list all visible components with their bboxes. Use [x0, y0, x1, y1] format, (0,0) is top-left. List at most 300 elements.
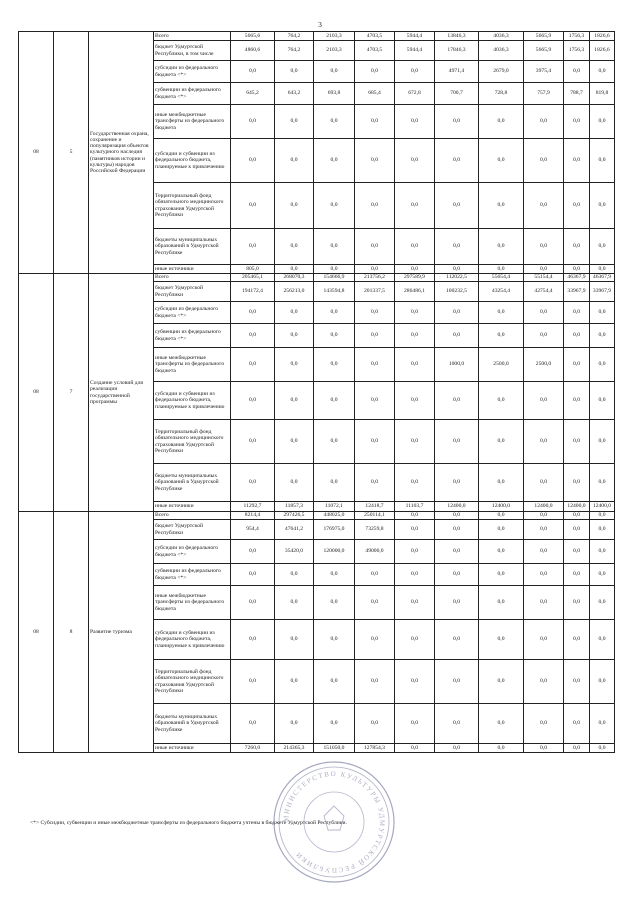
value-cell: 0,0: [231, 464, 275, 502]
value-cell: 0,0: [275, 302, 314, 324]
value-cell: 0,0: [314, 229, 355, 265]
value-cell: 0,0: [395, 139, 435, 183]
value-cell: 0,0: [479, 660, 524, 704]
value-cell: 0,0: [564, 660, 590, 704]
funding-source-cell: субсидии и субвенции из федерального бюджета, планируемые к привлечению: [154, 382, 231, 420]
value-cell: 764,2: [275, 41, 314, 61]
value-cell: 0,0: [314, 564, 355, 586]
value-cell: 1756,3: [564, 32, 590, 41]
value-cell: 5665,6: [231, 32, 275, 41]
budget-table: [18, 31, 615, 753]
table-row: [19, 274, 615, 282]
value-cell: 151050,0: [314, 744, 355, 753]
table-row: [19, 32, 615, 41]
value-cell: 0,0: [355, 704, 395, 744]
value-cell: 0,0: [231, 105, 275, 139]
value-cell: 0,0: [231, 61, 275, 83]
funding-source-cell: иные источники: [154, 744, 231, 753]
value-cell: 0,0: [524, 512, 564, 520]
value-cell: 1756,3: [564, 41, 590, 61]
value-cell: 11072,1: [314, 502, 355, 512]
funding-source-cell: иные межбюджетные трансферты из федерального бюджета: [154, 105, 231, 139]
value-cell: 0,0: [435, 744, 479, 753]
value-cell: 0,0: [275, 183, 314, 229]
subprogram-number-cell: 8: [54, 512, 89, 753]
subprogram-number-cell: 5: [54, 32, 89, 274]
funding-source-cell: иные источники: [154, 265, 231, 274]
stamp-text: МИНИСТЕРСТВО КУЛЬТУРЫ УДМУРТСКОЙ РЕСПУБЛИКИ: [281, 769, 387, 875]
value-cell: 0,0: [590, 265, 615, 274]
value-cell: 0,0: [355, 382, 395, 420]
value-cell: 0,0: [395, 744, 435, 753]
value-cell: 0,0: [524, 744, 564, 753]
value-cell: 0,0: [590, 183, 615, 229]
value-cell: 0,0: [479, 540, 524, 564]
value-cell: 0,0: [231, 420, 275, 464]
value-cell: 0,0: [564, 105, 590, 139]
program-code-cell: 08: [19, 32, 54, 274]
value-cell: 819,8: [590, 83, 615, 105]
value-cell: 4860,6: [231, 41, 275, 61]
funding-source-cell: бюджеты муниципальных образований в Удмуртской Республике: [154, 464, 231, 502]
value-cell: 0,0: [275, 420, 314, 464]
value-cell: 0,0: [435, 660, 479, 704]
value-cell: 0,0: [314, 61, 355, 83]
value-cell: 757,9: [524, 83, 564, 105]
value-cell: 0,0: [395, 512, 435, 520]
value-cell: 0,0: [355, 139, 395, 183]
value-cell: 0,0: [275, 61, 314, 83]
value-cell: 100232,5: [435, 282, 479, 302]
value-cell: 0,0: [590, 324, 615, 348]
value-cell: 0,0: [590, 540, 615, 564]
value-cell: 194172,4: [231, 282, 275, 302]
funding-source-cell: иные межбюджетные трансферты из федерального бюджета: [154, 348, 231, 382]
value-cell: 0,0: [395, 586, 435, 620]
value-cell: 0,0: [590, 61, 615, 83]
value-cell: 0,0: [231, 564, 275, 586]
value-cell: 12400,0: [524, 502, 564, 512]
value-cell: 0,0: [590, 302, 615, 324]
value-cell: 0,0: [355, 265, 395, 274]
value-cell: 0,0: [275, 265, 314, 274]
value-cell: 1826,6: [590, 41, 615, 61]
subprogram-title-cell: Развитие туризма: [89, 512, 154, 753]
value-cell: 127854,3: [355, 744, 395, 753]
value-cell: 33967,9: [564, 282, 590, 302]
value-cell: 764,2: [275, 32, 314, 41]
value-cell: 0,0: [231, 229, 275, 265]
funding-source-cell: Территориальный фонд обязательного медицинского страхования Удмуртской Республики: [154, 183, 231, 229]
value-cell: 1000,0: [435, 348, 479, 382]
value-cell: 250114,1: [355, 512, 395, 520]
value-cell: 5665,9: [524, 32, 564, 41]
value-cell: 0,0: [435, 464, 479, 502]
value-cell: 0,0: [564, 520, 590, 540]
value-cell: 0,0: [524, 382, 564, 420]
value-cell: 0,0: [564, 265, 590, 274]
stamp-emblem: [324, 806, 344, 830]
value-cell: 0,0: [564, 620, 590, 660]
value-cell: 0,0: [524, 660, 564, 704]
value-cell: 112022,5: [435, 274, 479, 282]
value-cell: 176975,0: [314, 520, 355, 540]
value-cell: 0,0: [590, 464, 615, 502]
value-cell: 0,0: [590, 620, 615, 660]
value-cell: 0,0: [355, 564, 395, 586]
value-cell: 0,0: [395, 520, 435, 540]
funding-source-cell: субвенции из федерального бюджета <*>: [154, 564, 231, 586]
value-cell: 0,0: [275, 324, 314, 348]
value-cell: 33967,9: [590, 282, 615, 302]
value-cell: 268070,3: [275, 274, 314, 282]
funding-source-cell: субвенции из федерального бюджета <*>: [154, 83, 231, 105]
value-cell: 0,0: [590, 420, 615, 464]
value-cell: 788,7: [564, 83, 590, 105]
value-cell: 0,0: [275, 464, 314, 502]
value-cell: 0,0: [479, 704, 524, 744]
value-cell: 0,0: [395, 420, 435, 464]
value-cell: 0,0: [395, 265, 435, 274]
value-cell: 0,0: [564, 704, 590, 744]
value-cell: 0,0: [479, 324, 524, 348]
value-cell: 0,0: [590, 660, 615, 704]
value-cell: 0,0: [435, 540, 479, 564]
funding-source-cell: бюджеты муниципальных образований в Удмуртской Республике: [154, 704, 231, 744]
value-cell: 4703,5: [355, 32, 395, 41]
value-cell: 0,0: [435, 382, 479, 420]
value-cell: 643,2: [275, 83, 314, 105]
value-cell: 0,0: [564, 302, 590, 324]
value-cell: 13846,3: [435, 32, 479, 41]
value-cell: 7260,0: [231, 744, 275, 753]
value-cell: 0,0: [395, 540, 435, 564]
value-cell: 0,0: [314, 382, 355, 420]
value-cell: 0,0: [435, 229, 479, 265]
subprogram-title-cell: Государственная охрана, сохранение и популяризация объектов культурного наследия (памятников истории и культуры) народов Российской Федерации: [89, 32, 154, 274]
official-stamp: [270, 758, 398, 886]
value-cell: 0,0: [395, 105, 435, 139]
program-code-cell: 08: [19, 512, 54, 753]
value-cell: 0,0: [524, 302, 564, 324]
value-cell: 46367,9: [590, 274, 615, 282]
value-cell: 0,0: [355, 586, 395, 620]
value-cell: 0,0: [435, 105, 479, 139]
value-cell: 0,0: [314, 105, 355, 139]
value-cell: 0,0: [314, 464, 355, 502]
value-cell: 0,0: [564, 564, 590, 586]
value-cell: 448025,0: [314, 512, 355, 520]
value-cell: 4036,3: [479, 32, 524, 41]
value-cell: 55654,4: [479, 274, 524, 282]
value-cell: 0,0: [479, 382, 524, 420]
value-cell: 0,0: [590, 520, 615, 540]
value-cell: 213756,2: [355, 274, 395, 282]
value-cell: 0,0: [231, 348, 275, 382]
value-cell: 0,0: [275, 704, 314, 744]
value-cell: 0,0: [231, 183, 275, 229]
value-cell: 11103,7: [395, 502, 435, 512]
value-cell: 2103,3: [314, 41, 355, 61]
value-cell: 0,0: [435, 302, 479, 324]
svg-text:МИНИСТЕРСТВО КУЛЬТУРЫ УДМУРТСК: [282, 770, 386, 874]
value-cell: 805,0: [231, 265, 275, 274]
value-cell: 0,0: [479, 265, 524, 274]
value-cell: 0,0: [590, 348, 615, 382]
value-cell: 0,0: [395, 464, 435, 502]
value-cell: 0,0: [355, 229, 395, 265]
value-cell: 0,0: [564, 744, 590, 753]
funding-source-cell: бюджет Удмуртской Республики, в том числе: [154, 41, 231, 61]
value-cell: 0,0: [395, 382, 435, 420]
value-cell: 0,0: [479, 744, 524, 753]
value-cell: 0,0: [590, 139, 615, 183]
value-cell: 0,0: [395, 183, 435, 229]
subprogram-number-cell: 7: [54, 274, 89, 512]
value-cell: 0,0: [314, 620, 355, 660]
value-cell: 0,0: [355, 61, 395, 83]
value-cell: 0,0: [524, 105, 564, 139]
value-cell: 0,0: [395, 324, 435, 348]
value-cell: 0,0: [479, 105, 524, 139]
value-cell: 0,0: [435, 324, 479, 348]
value-cell: 143594,8: [314, 282, 355, 302]
funding-source-cell: иные межбюджетные трансферты из федерального бюджета: [154, 586, 231, 620]
value-cell: 3975,4: [524, 61, 564, 83]
value-cell: 0,0: [395, 620, 435, 660]
value-cell: 0,0: [564, 61, 590, 83]
value-cell: 17846,3: [435, 41, 479, 61]
value-cell: 0,0: [479, 512, 524, 520]
value-cell: 42754,4: [524, 282, 564, 302]
value-cell: 0,0: [275, 660, 314, 704]
funding-source-cell: Всего: [154, 512, 231, 520]
value-cell: 205465,1: [231, 274, 275, 282]
value-cell: 0,0: [314, 183, 355, 229]
value-cell: 4971,4: [435, 61, 479, 83]
value-cell: 0,0: [231, 382, 275, 420]
value-cell: 8214,4: [231, 512, 275, 520]
value-cell: 685,4: [355, 83, 395, 105]
value-cell: 0,0: [590, 105, 615, 139]
value-cell: 0,0: [435, 265, 479, 274]
value-cell: 645,2: [231, 83, 275, 105]
value-cell: 0,0: [435, 420, 479, 464]
value-cell: 214365,3: [275, 744, 314, 753]
value-cell: 0,0: [355, 183, 395, 229]
footnote: <*> Субсидии, субвенции и иные межбюджетные трансферты из федерального бюджета учтены в бюджете Удмуртской Республики.: [30, 820, 347, 826]
funding-source-cell: Всего: [154, 32, 231, 41]
value-cell: 0,0: [231, 704, 275, 744]
value-cell: 0,0: [355, 302, 395, 324]
value-cell: 0,0: [564, 229, 590, 265]
table-body: [19, 32, 615, 753]
funding-source-cell: бюджет Удмуртской Республики: [154, 520, 231, 540]
value-cell: 0,0: [275, 229, 314, 265]
value-cell: 0,0: [435, 586, 479, 620]
value-cell: 0,0: [479, 586, 524, 620]
value-cell: 0,0: [524, 229, 564, 265]
value-cell: 0,0: [524, 586, 564, 620]
value-cell: 4703,5: [355, 41, 395, 61]
value-cell: 0,0: [435, 520, 479, 540]
value-cell: 0,0: [435, 183, 479, 229]
value-cell: 0,0: [395, 61, 435, 83]
value-cell: 0,0: [524, 183, 564, 229]
value-cell: 0,0: [524, 265, 564, 274]
value-cell: 0,0: [479, 520, 524, 540]
value-cell: 2500,0: [479, 348, 524, 382]
value-cell: 0,0: [524, 139, 564, 183]
value-cell: 5665,9: [524, 41, 564, 61]
value-cell: 0,0: [479, 620, 524, 660]
value-cell: 0,0: [564, 512, 590, 520]
value-cell: 0,0: [435, 704, 479, 744]
value-cell: 12418,7: [355, 502, 395, 512]
value-cell: 0,0: [314, 420, 355, 464]
value-cell: 0,0: [590, 586, 615, 620]
value-cell: 0,0: [231, 139, 275, 183]
value-cell: 35420,0: [275, 540, 314, 564]
value-cell: 5944,4: [395, 32, 435, 41]
value-cell: 0,0: [275, 348, 314, 382]
value-cell: 0,0: [479, 464, 524, 502]
stamp-inner-ring: [279, 767, 389, 877]
value-cell: 0,0: [564, 324, 590, 348]
value-cell: 0,0: [314, 139, 355, 183]
value-cell: 0,0: [479, 564, 524, 586]
value-cell: 0,0: [479, 302, 524, 324]
value-cell: 120000,0: [314, 540, 355, 564]
value-cell: 47641,2: [275, 520, 314, 540]
value-cell: 73259,8: [355, 520, 395, 540]
funding-source-cell: субвенции из федерального бюджета <*>: [154, 324, 231, 348]
value-cell: 0,0: [564, 348, 590, 382]
value-cell: 0,0: [355, 348, 395, 382]
value-cell: 0,0: [564, 382, 590, 420]
value-cell: 2500,0: [524, 348, 564, 382]
value-cell: 0,0: [590, 744, 615, 753]
value-cell: 0,0: [275, 105, 314, 139]
funding-source-cell: бюджет Удмуртской Республики: [154, 282, 231, 302]
value-cell: 0,0: [435, 139, 479, 183]
value-cell: 0,0: [395, 660, 435, 704]
value-cell: 0,0: [479, 183, 524, 229]
value-cell: 11857,3: [275, 502, 314, 512]
value-cell: 0,0: [314, 660, 355, 704]
value-cell: 0,0: [314, 265, 355, 274]
program-code-cell: 08: [19, 274, 54, 512]
value-cell: 0,0: [395, 348, 435, 382]
value-cell: 0,0: [314, 586, 355, 620]
value-cell: 0,0: [355, 105, 395, 139]
funding-source-cell: субсидии и субвенции из федерального бюджета, планируемые к привлечению: [154, 620, 231, 660]
value-cell: 0,0: [564, 183, 590, 229]
funding-source-cell: Территориальный фонд обязательного медицинского страхования Удмуртской Республики: [154, 420, 231, 464]
page-number: 3: [318, 20, 322, 29]
value-cell: 0,0: [231, 302, 275, 324]
value-cell: 0,0: [564, 586, 590, 620]
value-cell: 0,0: [314, 348, 355, 382]
value-cell: 0,0: [395, 229, 435, 265]
funding-source-cell: субсидии из федерального бюджета <*>: [154, 61, 231, 83]
value-cell: 4036,3: [479, 41, 524, 61]
value-cell: 0,0: [355, 464, 395, 502]
value-cell: 2103,3: [314, 32, 355, 41]
value-cell: 0,0: [590, 512, 615, 520]
value-cell: 0,0: [314, 302, 355, 324]
value-cell: 5944,4: [395, 41, 435, 61]
value-cell: 43254,4: [479, 282, 524, 302]
value-cell: 0,0: [564, 139, 590, 183]
value-cell: 297426,5: [275, 512, 314, 520]
value-cell: 0,0: [590, 564, 615, 586]
value-cell: 0,0: [479, 139, 524, 183]
value-cell: 154666,9: [314, 274, 355, 282]
value-cell: 0,0: [231, 586, 275, 620]
value-cell: 0,0: [524, 324, 564, 348]
value-cell: 0,0: [275, 382, 314, 420]
value-cell: 0,0: [590, 704, 615, 744]
value-cell: 46367,9: [564, 274, 590, 282]
value-cell: 0,0: [564, 420, 590, 464]
value-cell: 286486,1: [395, 282, 435, 302]
value-cell: 0,0: [395, 564, 435, 586]
value-cell: 12400,0: [590, 502, 615, 512]
value-cell: 0,0: [355, 420, 395, 464]
value-cell: 954,4: [231, 520, 275, 540]
value-cell: 0,0: [590, 382, 615, 420]
funding-source-cell: субсидии из федерального бюджета <*>: [154, 302, 231, 324]
value-cell: 0,0: [231, 620, 275, 660]
value-cell: 0,0: [524, 464, 564, 502]
value-cell: 297589,9: [395, 274, 435, 282]
value-cell: 0,0: [524, 520, 564, 540]
value-cell: 672,8: [395, 83, 435, 105]
value-cell: 700,7: [435, 83, 479, 105]
value-cell: 12400,0: [435, 502, 479, 512]
subprogram-title-cell: Создание условий для реализации государственной программы: [89, 274, 154, 512]
value-cell: 49000,0: [355, 540, 395, 564]
value-cell: 0,0: [524, 704, 564, 744]
value-cell: 0,0: [479, 229, 524, 265]
value-cell: 0,0: [314, 704, 355, 744]
stamp-outer-ring: [274, 762, 394, 882]
value-cell: 0,0: [524, 420, 564, 464]
value-cell: 0,0: [275, 564, 314, 586]
value-cell: 0,0: [275, 586, 314, 620]
value-cell: 11292,7: [231, 502, 275, 512]
funding-source-cell: бюджеты муниципальных образований в Удмуртской Республике: [154, 229, 231, 265]
value-cell: 0,0: [435, 564, 479, 586]
value-cell: 55154,4: [524, 274, 564, 282]
table-row: [19, 512, 615, 520]
value-cell: 0,0: [524, 564, 564, 586]
value-cell: 0,0: [355, 660, 395, 704]
stamp-center-ring: [304, 792, 364, 852]
value-cell: 0,0: [355, 620, 395, 660]
value-cell: 0,0: [231, 540, 275, 564]
value-cell: 256213,0: [275, 282, 314, 302]
value-cell: 0,0: [524, 540, 564, 564]
value-cell: 0,0: [395, 704, 435, 744]
value-cell: 0,0: [275, 139, 314, 183]
value-cell: 0,0: [435, 620, 479, 660]
value-cell: 12400,0: [479, 502, 524, 512]
value-cell: 0,0: [231, 660, 275, 704]
value-cell: 1826,6: [590, 32, 615, 41]
value-cell: 728,8: [479, 83, 524, 105]
